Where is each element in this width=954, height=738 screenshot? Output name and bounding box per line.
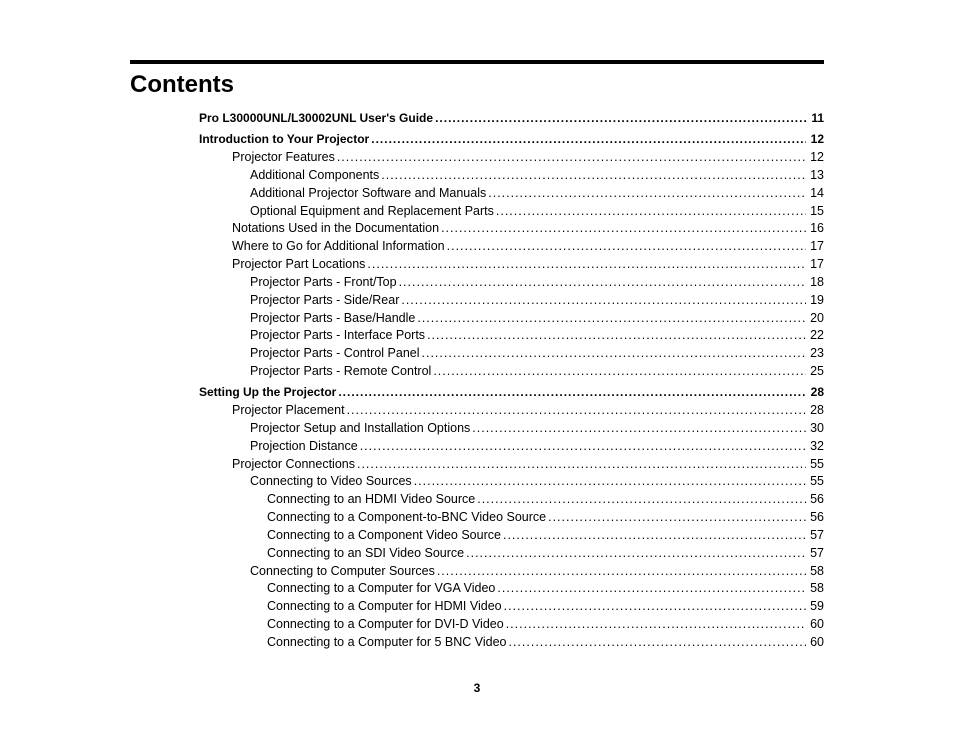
- toc-entry-page: 55: [810, 457, 824, 471]
- toc-entry-page: 23: [810, 346, 824, 360]
- toc-dot-leader: [401, 292, 806, 308]
- toc-dot-leader: [414, 473, 806, 489]
- toc-dot-leader: [508, 634, 806, 650]
- toc-dot-leader: [381, 167, 806, 183]
- toc-dot-leader: [466, 545, 806, 561]
- toc-entry-title: Connecting to a Computer for DVI-D Video: [267, 617, 504, 631]
- toc-entry-title: Projector Parts - Remote Control: [250, 364, 432, 378]
- toc-entry-title: Optional Equipment and Replacement Parts: [250, 204, 494, 218]
- toc-entry[interactable]: [199, 384, 824, 400]
- toc-entry-page: 16: [810, 221, 824, 235]
- toc-entry-page: 28: [810, 403, 824, 417]
- toc-entry-page: 14: [810, 186, 824, 200]
- toc-entry[interactable]: [232, 402, 824, 418]
- toc-dot-leader: [447, 238, 806, 254]
- toc-entry-page: 17: [810, 239, 824, 253]
- toc-dot-leader: [399, 274, 806, 290]
- toc-entry[interactable]: [250, 203, 824, 219]
- toc-dot-leader: [435, 110, 806, 126]
- toc-entry[interactable]: [250, 438, 824, 454]
- toc-entry-page: 11: [811, 111, 824, 125]
- toc-entry[interactable]: [267, 580, 824, 596]
- toc-entry-page: 58: [810, 564, 824, 578]
- toc-entry[interactable]: [232, 149, 824, 165]
- toc-entry-page: 60: [810, 635, 824, 649]
- toc-entry[interactable]: [250, 292, 824, 308]
- toc-dot-leader: [367, 256, 806, 272]
- toc-entry-title: Connecting to a Computer for HDMI Video: [267, 599, 502, 613]
- toc-entry[interactable]: [250, 274, 824, 290]
- toc-entry-title: Projection Distance: [250, 439, 358, 453]
- toc-entry-title: Projector Placement: [232, 403, 345, 417]
- toc-entry-title: Projector Features: [232, 150, 335, 164]
- toc-dot-leader: [371, 131, 806, 147]
- toc-dot-leader: [360, 438, 806, 454]
- toc-entry-page: 22: [810, 328, 824, 342]
- toc-dot-leader: [441, 220, 806, 236]
- toc-entry-page: 12: [810, 132, 824, 146]
- toc-entry[interactable]: [232, 456, 824, 472]
- toc-dot-leader: [338, 384, 806, 400]
- toc-entry-title: Setting Up the Projector: [199, 385, 337, 399]
- toc-entry-title: Introduction to Your Projector: [199, 132, 370, 146]
- toc-entry[interactable]: [267, 527, 824, 543]
- toc-entry[interactable]: [267, 491, 824, 507]
- toc-entry-page: 58: [810, 581, 824, 595]
- toc-entry-page: 28: [810, 385, 824, 399]
- toc-entry-page: 32: [810, 439, 824, 453]
- toc-entry-title: Projector Parts - Front/Top: [250, 275, 397, 289]
- toc-entry-title: Connecting to a Computer for VGA Video: [267, 581, 496, 595]
- toc-dot-leader: [506, 616, 806, 632]
- toc-entry-page: 12: [810, 150, 824, 164]
- toc-dot-leader: [357, 456, 806, 472]
- toc-entry-title: Connecting to a Component Video Source: [267, 528, 501, 542]
- toc-entry-title: Projector Parts - Base/Handle: [250, 311, 416, 325]
- toc-entry-title: Connecting to a Component-to-BNC Video Source: [267, 510, 547, 524]
- toc-entry[interactable]: [232, 220, 824, 236]
- toc-entry-page: 56: [810, 510, 824, 524]
- toc-entry-title: Additional Projector Software and Manuals: [250, 186, 487, 200]
- toc-entry-title: Pro L30000UNL/L30002UNL User's Guide: [199, 111, 434, 125]
- toc-dot-leader: [347, 402, 806, 418]
- toc-entry-page: 56: [810, 492, 824, 506]
- toc-dot-leader: [504, 598, 806, 614]
- toc-dot-leader: [422, 345, 806, 361]
- toc-entry-title: Connecting to an SDI Video Source: [267, 546, 465, 560]
- toc-entry[interactable]: [250, 473, 824, 489]
- toc-entry-page: 17: [810, 257, 824, 271]
- toc-entry-title: Projector Part Locations: [232, 257, 366, 271]
- toc-entry[interactable]: [267, 509, 824, 525]
- toc-dot-leader: [488, 185, 806, 201]
- toc-entry-title: Connecting to Computer Sources: [250, 564, 435, 578]
- toc-entry-page: 25: [810, 364, 824, 378]
- toc-entry[interactable]: [232, 238, 824, 254]
- toc-entry-page: 20: [810, 311, 824, 325]
- toc-entry-title: Connecting to a Computer for 5 BNC Video: [267, 635, 507, 649]
- toc-entry[interactable]: [250, 420, 824, 436]
- toc-entry[interactable]: [267, 616, 824, 632]
- toc-entry[interactable]: [250, 345, 824, 361]
- toc-entry-page: 55: [810, 474, 824, 488]
- toc-entry[interactable]: [250, 310, 824, 326]
- toc-entry-page: 60: [810, 617, 824, 631]
- toc-entry-page: 59: [810, 599, 824, 613]
- toc-dot-leader: [337, 149, 806, 165]
- toc-entry[interactable]: [232, 256, 824, 272]
- toc-entry[interactable]: [267, 545, 824, 561]
- toc-entry-page: 57: [810, 546, 824, 560]
- toc-entry[interactable]: [199, 131, 824, 147]
- toc-entry-title: Notations Used in the Documentation: [232, 221, 440, 235]
- toc-entry[interactable]: [250, 327, 824, 343]
- page-title: Contents: [130, 71, 234, 98]
- toc-entry-title: Connecting to Video Sources: [250, 474, 412, 488]
- toc-dot-leader: [433, 363, 806, 379]
- toc-dot-leader: [503, 527, 806, 543]
- toc-entry[interactable]: [250, 185, 824, 201]
- toc-entry[interactable]: [250, 363, 824, 379]
- toc-entry-title: Projector Connections: [232, 457, 355, 471]
- toc-entry[interactable]: [199, 110, 824, 126]
- toc-entry-title: Where to Go for Additional Information: [232, 239, 445, 253]
- toc-dot-leader: [497, 580, 806, 596]
- toc-entry[interactable]: [250, 563, 824, 579]
- toc-entry-page: 15: [810, 204, 824, 218]
- toc-entry-title: Projector Parts - Interface Ports: [250, 328, 426, 342]
- toc-entry-title: Projector Setup and Installation Options: [250, 421, 471, 435]
- toc-entry-page: 19: [810, 293, 824, 307]
- toc-dot-leader: [417, 310, 806, 326]
- toc-entry[interactable]: [250, 167, 824, 183]
- toc-entry-page: 13: [810, 168, 824, 182]
- toc-entry-page: 18: [810, 275, 824, 289]
- toc-dot-leader: [472, 420, 806, 436]
- toc-entry[interactable]: [267, 634, 824, 650]
- toc-dot-leader: [427, 327, 806, 343]
- toc-entry-page: 57: [810, 528, 824, 542]
- toc-dot-leader: [477, 491, 806, 507]
- toc-dot-leader: [437, 563, 806, 579]
- toc-dot-leader: [496, 203, 806, 219]
- page-number: 3: [473, 681, 481, 695]
- toc-entry-title: Projector Parts - Side/Rear: [250, 293, 400, 307]
- toc-entry-page: 30: [810, 421, 824, 435]
- toc-entry-title: Connecting to an HDMI Video Source: [267, 492, 476, 506]
- toc-entry[interactable]: [267, 598, 824, 614]
- toc-entry-title: Additional Components: [250, 168, 380, 182]
- toc-entry-title: Projector Parts - Control Panel: [250, 346, 420, 360]
- toc-dot-leader: [548, 509, 806, 525]
